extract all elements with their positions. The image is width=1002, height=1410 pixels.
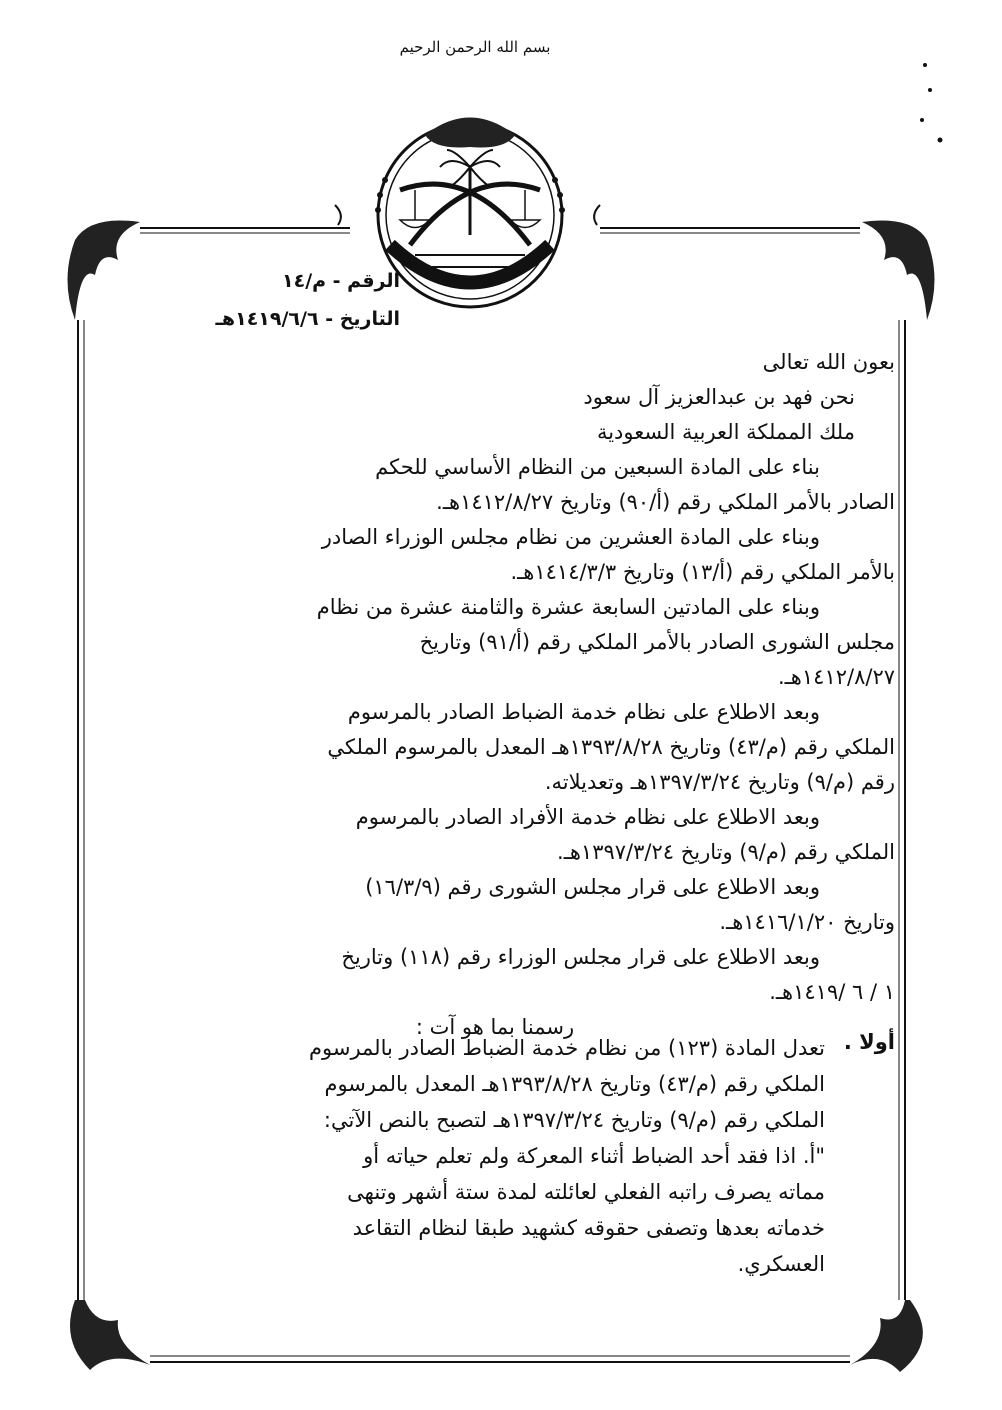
paragraph-line: وبعد الاطلاع على قرار مجلس الوزراء رقم (١١٨) وتاريخ bbox=[341, 945, 820, 969]
decree-body bbox=[95, 345, 895, 1045]
clause-line: تعدل المادة (١٢٣) من نظام خدمة الضباط الصادر بالمرسوم bbox=[309, 1036, 825, 1060]
reference-block bbox=[200, 262, 400, 338]
basmala-heading: بسم الله الرحمن الرحيم bbox=[399, 38, 551, 56]
paragraph-line: وبعد الاطلاع على نظام خدمة الأفراد الصادر بالمرسوم bbox=[355, 805, 820, 829]
paragraph-line: وتاريخ ١٤١٦/١/٢٠هـ. bbox=[719, 910, 895, 934]
paragraph-line: ١ / ٦ /١٤١٩هـ. bbox=[769, 980, 895, 1004]
paragraph-line: رقم (م/٩) وتاريخ ١٣٩٧/٣/٢٤هـ وتعديلاته. bbox=[544, 770, 895, 794]
clause-one bbox=[95, 1030, 895, 1282]
intro-line-3: ملك المملكة العربية السعودية bbox=[596, 420, 855, 444]
clause-line: الملكي رقم (م/٩) وتاريخ ١٣٩٧/٣/٢٤هـ لتصبح بالنص الآتي: bbox=[323, 1108, 825, 1132]
clause-line: مماته يصرف راتبه الفعلي لعائلته لمدة ستة أشهر وتنهى bbox=[347, 1180, 825, 1204]
clause-line: العسكري. bbox=[737, 1252, 825, 1276]
clause-line: الملكي رقم (م/٤٣) وتاريخ ١٣٩٣/٨/٢٨هـ المعدل بالمرسوم bbox=[324, 1072, 825, 1096]
clause-one-label: أولا . bbox=[843, 1030, 895, 1054]
paragraph-line: وبعد الاطلاع على قرار مجلس الشورى رقم (١٦/٣/٩) bbox=[365, 875, 820, 899]
clause-line: "أ. اذا فقد أحد الضباط أثناء المعركة ولم تعلم حياته أو bbox=[363, 1144, 825, 1168]
paragraph-line: الملكي رقم (م/٤٣) وتاريخ ١٣٩٣/٨/٢٨هـ المعدل بالمرسوم الملكي bbox=[327, 735, 895, 759]
reference-number: الرقم - م/١٤ bbox=[282, 270, 400, 292]
paragraph-line: بالأمر الملكي رقم (أ/١٣) وتاريخ ١٤١٤/٣/٣هـ. bbox=[510, 560, 895, 584]
intro-line-1: بعون الله تعالى bbox=[762, 350, 895, 374]
intro-line-2: نحن فهد بن عبدالعزيز آل سعود bbox=[583, 385, 855, 409]
paragraph-line: بناء على المادة السبعين من النظام الأساسي للحكم bbox=[375, 455, 820, 479]
decree-statement: رسمنا بما هو آت : bbox=[415, 1015, 575, 1039]
clause-line: خدماته بعدها وتصفى حقوقه كشهيد طبقا لنظام التقاعد bbox=[352, 1216, 825, 1240]
paragraph-line: مجلس الشورى الصادر بالأمر الملكي رقم (أ/٩١) وتاريخ bbox=[419, 630, 895, 654]
paragraph-line: وبعد الاطلاع على نظام خدمة الضباط الصادر بالمرسوم bbox=[347, 700, 820, 724]
paragraph-line: وبناء على المادتين السابعة عشرة والثامنة عشرة من نظام bbox=[316, 595, 820, 619]
paragraph-line: وبناء على المادة العشرين من نظام مجلس الوزراء الصادر bbox=[321, 525, 820, 549]
paragraph-line: الملكي رقم (م/٩) وتاريخ ١٣٩٧/٣/٢٤هـ. bbox=[557, 840, 895, 864]
paragraph-line: الصادر بالأمر الملكي رقم (أ/٩٠) وتاريخ ١٤١٢/٨/٢٧هـ. bbox=[436, 490, 895, 514]
reference-date: التاريخ - ١٤١٩/٦/٦هـ bbox=[215, 308, 400, 330]
paragraph-line: ١٤١٢/٨/٢٧هـ. bbox=[777, 665, 895, 689]
